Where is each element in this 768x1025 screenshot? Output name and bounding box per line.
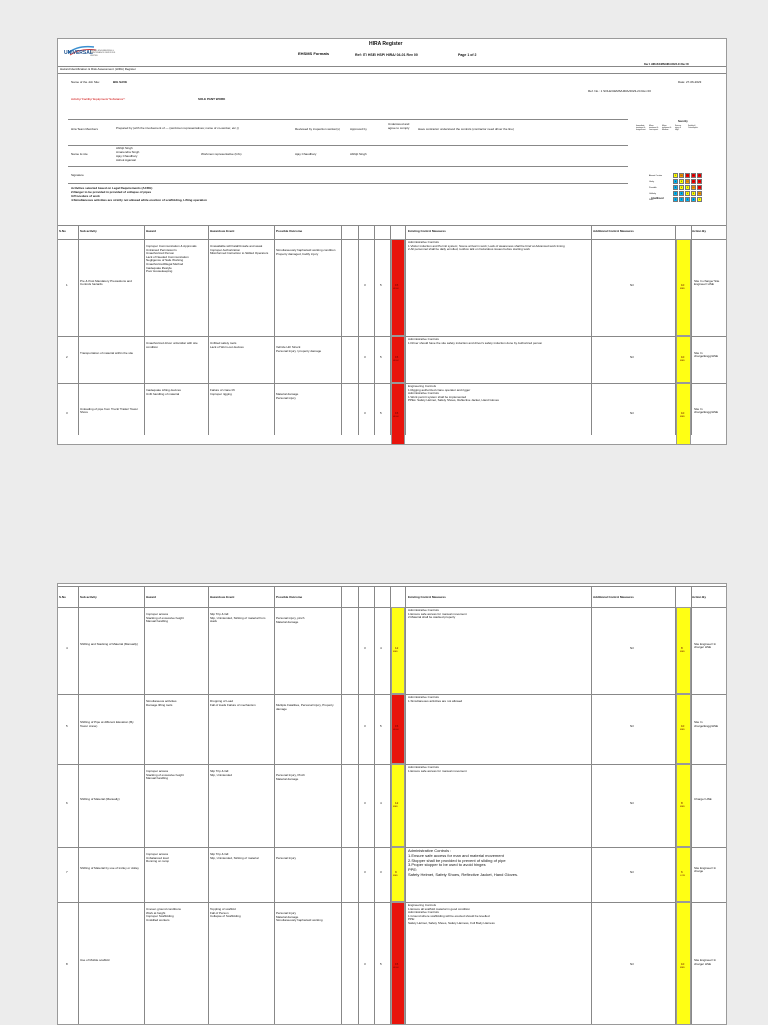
row-probability: 3 — [364, 354, 366, 359]
matrix-cell: 8 — [692, 193, 695, 195]
row-additional-controls: Nil — [630, 645, 634, 650]
row-risk-level: HIGH — [393, 729, 399, 731]
row-sno: 3 — [66, 410, 68, 415]
row-residual-level: MED — [680, 287, 685, 290]
row-existing-controls: Administrative Controls 1.Driver should have the site safety induction and driver's safety induction done by Authorized person — [408, 338, 543, 345]
row-risk-rating: 15 — [395, 962, 399, 966]
col-existing-controls-p2: Existing Control Measures — [408, 595, 446, 599]
matrix-cell: 4 — [692, 199, 695, 201]
row-hazardous-event: Toppling of scaffold Fall of Person Collapse of Scaffolding — [210, 907, 241, 919]
row-existing-controls: Administrative Controls : 1.Ensure safe access for man and material movement 2.Stopper shall be provided to prevent of sliding of pipe 3.Proper stopper to be used to avoid hinges PPE: Safety Helmet, Safety Shoes, Reflective Jacket, Hand Gloves. — [408, 849, 519, 877]
matrix-cell: 20 — [692, 175, 695, 177]
row-sno: 1 — [66, 282, 68, 287]
row-existing-controls: Administrative Controls 1.Ensure safe access for manual movement 2.Material shall be stacked properly — [408, 609, 467, 620]
row-residual-level: MED — [680, 359, 685, 362]
matrix-cell: 1 — [674, 199, 677, 201]
row-sub-activity: Transportation of material within the site — [80, 350, 134, 355]
row-possible-outcome: Multiple Fatalities, Personal Injury, Property damage — [276, 703, 334, 711]
col-sub-activity: Sub activity — [80, 229, 97, 233]
workmen-representative: Workmen representative (Info) — [201, 152, 242, 156]
col-sno: S.No — [59, 229, 66, 233]
job-site-label: Name of the Job Site: — [71, 80, 100, 84]
row-severity: 5 — [380, 724, 382, 728]
severity-col-1: Immediate treatment & Insignificant — [636, 125, 646, 132]
row-sno: 8 — [66, 962, 68, 966]
row-residual-level: MED — [680, 967, 685, 969]
row-additional-controls: Nil — [630, 410, 634, 415]
row-severity: 3 — [380, 869, 382, 874]
row-residual-risk: 8 — [681, 800, 683, 805]
row-possible-outcome: Personal Injury Material damage Simultaneously haphazard working — [276, 911, 323, 923]
row-sno: 4 — [66, 645, 68, 650]
likelihood-row-5: Almost Certain — [649, 175, 663, 177]
row-hazard: Unauthorized driver unfamiliar with site condition — [146, 341, 198, 349]
team-name-1: Abhijit Singh — [116, 146, 133, 150]
row-action-by: Site In charge/Engg/HSE — [694, 350, 719, 359]
reviewed-label: Reviewed by inspection worker(s) — [295, 127, 340, 131]
row-severity: 4 — [380, 645, 382, 650]
row-sub-activity: Use of Mobile scaffold — [80, 958, 110, 962]
brand-tagline: UNITED ENGINEERING & MAINTENANCE SERVICES LIMITED — [90, 50, 116, 57]
severity-col-5: Fatality & Catastrophic — [688, 125, 699, 130]
row-residual-level: MED — [680, 805, 685, 808]
matrix-cell: 4 — [680, 193, 683, 195]
row-probability: 3 — [364, 962, 366, 966]
row-existing-controls: Administrative Controls 1.Ensure safe access for manual movement — [408, 766, 467, 773]
row-residual-risk: 10 — [681, 354, 685, 359]
severity-col-2: Minor treatment & Low impact — [649, 125, 659, 132]
matrix-cell: 2 — [674, 193, 677, 195]
note-4: 4.Simultaneous activities are strictly not allowed while erection of scaffolding, Lifting operation — [71, 198, 207, 202]
row-residual-level: MED — [680, 650, 685, 653]
row-existing-controls: Engineering Controls 1.Rigging authorized crane operator and rigger Administrative Controls 1.Work permit system shall be implemented PPEs: Safety Helmet, Safety Shoes, Reflective Jacket, Hand Gloves — [408, 385, 499, 403]
row-possible-outcome: Simultaneously haphazard working condition Property damaged, bodily injury — [276, 248, 336, 256]
name-role-label: Name & role — [71, 152, 88, 156]
row-risk-level: MED — [393, 805, 398, 808]
row-additional-controls: Nil — [630, 962, 634, 966]
col-possible-outcome-p2: Possible Outcome — [276, 595, 303, 599]
row-residual-risk: 10 — [681, 282, 685, 287]
row-risk-level: HIGH — [393, 359, 399, 362]
row-probability: 3 — [364, 410, 366, 415]
row-risk-rating: 15 — [395, 410, 399, 415]
hira-page-2 — [57, 583, 727, 1025]
row-hazard: Improper Communication & Approvals Untrained Permission's Unauthorized Person Lack of Needed Communication Negligence of Safe Working Unauthorized/illegal Method Inadequate lifestyle Poor Housekeeping — [146, 244, 197, 274]
matrix-cell: 25 — [698, 175, 701, 177]
row-sub-activity: Shifting of Material (Manually) — [80, 796, 120, 801]
row-sub-activity: Shifting and Stacking of Material (Manually) — [80, 641, 138, 646]
row-sub-activity: Shifting of Pipe at different Elevation (By Tower crane) — [80, 720, 134, 728]
row-residual-risk: 6 — [681, 869, 683, 874]
page-number: Page 1 of 2 — [458, 53, 477, 57]
row-additional-controls: Nil — [630, 724, 634, 728]
contractor-label: Have contractor understood the controls (contractor need driver the line) — [418, 127, 514, 131]
row-additional-controls: Nil — [630, 869, 634, 874]
row-existing-controls: Administrative Controls 1.Visitor induction and Permit system; Scene arrival in work; Lack of awareness shall be brief at Advanced work timing 2.All personnel shall be daily enrolled, toolbox talk on hazardous issues before starting work — [408, 241, 565, 252]
matrix-cell: 6 — [680, 187, 683, 189]
matrix-cell: 16 — [692, 181, 695, 183]
row-severity: 4 — [380, 800, 382, 805]
severity-col-4: Serious injury & High — [675, 125, 682, 132]
col-action-by: Action By — [692, 229, 707, 233]
doc-type: EHSMS Formats — [298, 51, 330, 56]
col-sub-activity-p2: Sub activity — [80, 595, 97, 599]
matrix-cell: 5 — [698, 199, 701, 201]
row-risk-rating: 12 — [395, 800, 399, 805]
approved-label: Approved by — [350, 127, 367, 131]
row-probability: 3 — [364, 800, 366, 805]
row-hazardous-event: Unfitted safety tools Lack of Worn-out devices — [210, 341, 244, 349]
register-subtitle: Hazard Identification & Risk Assessment (HIRA) Register — [60, 67, 136, 71]
row-hazard: Inadequate Lifting devices Unfit handling of material — [146, 388, 181, 396]
matrix-cell: 12 — [692, 187, 695, 189]
row-probability: 3 — [364, 645, 366, 650]
row-possible-outcome: Vehicle Hit/ Struck Personal Injury / property damage — [276, 345, 322, 353]
col-sno-p2: S.No — [59, 595, 66, 599]
activity-value: SOLE PANT WORK — [198, 97, 226, 101]
row-severity: 5 — [380, 282, 382, 287]
row-sno: 7 — [66, 869, 68, 874]
row-risk-level: MED — [393, 650, 398, 653]
row-action-by: Site Engineer/ In charge — [694, 865, 717, 874]
col-possible-outcome: Possible Outcome — [276, 229, 303, 233]
row-severity: 5 — [380, 410, 382, 415]
col-hazardous-event-p2: Hazardous Event — [210, 595, 235, 599]
row-hazard: Uneven ground conditions Work at height Improper Scaffolding Unskilled workers — [146, 907, 181, 922]
row-risk-level: MED — [393, 874, 398, 877]
brand-name: UNIVERSAL — [64, 50, 93, 56]
col-action-by-p2: Action By — [692, 595, 707, 599]
severity-title: Severity — [678, 120, 688, 123]
matrix-cell: 10 — [680, 175, 683, 177]
col-additional-controls: Additional Control Measures — [593, 229, 634, 233]
activity-label: Activity/ Facility/ Equipment/ Substance*: — [71, 97, 126, 101]
severity-col-3: Major treatment & Medium — [662, 125, 672, 132]
note-1: Activities selected based on Legal Requirements (ACRG) — [71, 186, 153, 190]
matrix-cell: 4 — [674, 181, 677, 183]
row-possible-outcome: Personal injury, pinch Material damage — [276, 616, 305, 624]
row-hazard: Improper access Stacking of excessive height Manual handling — [146, 612, 184, 624]
row-risk-rating: 15 — [395, 282, 399, 287]
row-additional-controls: Nil — [630, 800, 634, 805]
signature-label: Signature — [71, 173, 84, 177]
row-sub-activity: Pre & Post Mandatory Precautions and Controls hazards — [80, 278, 132, 287]
note-2: 2.Danger to be provided in provided of collapse of pipes — [71, 190, 152, 194]
matrix-cell: 8 — [680, 181, 683, 183]
row-residual-level: MED — [680, 415, 685, 418]
row-additional-controls: Nil — [630, 354, 634, 359]
team-name-2: Amarendra Singh — [116, 150, 140, 154]
doc-title: HIRA Register — [369, 41, 403, 47]
row-hazardous-event: Slip Trip & fall Slip, Unintended, Striking of material from stack — [210, 612, 266, 624]
matrix-cell: 3 — [674, 187, 677, 189]
row-possible-outcome: Personal Injury, Pinch Material damage — [276, 773, 305, 781]
team-name-3: Ajay Chaudhary — [116, 154, 138, 158]
likelihood-row-3: Possible — [649, 187, 657, 189]
note-3: 3.Procedure of work — [71, 194, 100, 198]
row-hazardous-event: Slip Trip & fall Slip, Unintended — [210, 769, 233, 777]
likelihood-row-4: Likely — [649, 181, 655, 183]
row-risk-rating: 12 — [395, 645, 399, 650]
prepared-label: Prepared by (with the involvement of — (workmen representatives; name of co-worker, etc.)) — [116, 126, 239, 130]
row-probability: 3 — [364, 724, 366, 728]
row-action-by: Site In charge/Engg/HSE — [694, 406, 719, 415]
col-existing-controls: Existing Control Measures — [408, 229, 446, 233]
date-label: Date: 27-06-2023 — [678, 80, 702, 84]
matrix-cell: 12 — [686, 181, 689, 183]
matrix-cell: 15 — [698, 187, 701, 189]
row-additional-controls: Nil — [630, 282, 634, 287]
row-probability: 3 — [364, 282, 366, 287]
col-hazardous-event: Hazardous Event — [210, 229, 235, 233]
row-residual-level: MED — [680, 729, 685, 731]
row-residual-risk: 10 — [681, 410, 685, 415]
row-possible-outcome: Material damage Personal injury — [276, 392, 299, 400]
row-hazard: Simultaneous activities Damage lifting tools — [146, 699, 177, 707]
col-hazard: Hazard — [146, 229, 157, 233]
reference-no: Ref. No.: 1 SOLE/UEMS/HIRA/2023-24 Rev 00 — [588, 89, 651, 93]
row-sno: 2 — [66, 354, 68, 359]
row-existing-controls: Engineering Controls 1.Ensure all scaffold material in good condition Administrative Controls 1.Ground where scaffolding will be erected should be levelled PPE: Safety Helmet, Safety Shoes, Safety Harness, Full Body Harness — [408, 904, 495, 925]
row-residual-level: LOW — [680, 874, 685, 877]
col-hazard-p2: Hazard — [146, 595, 157, 599]
job-site-value: BIG SAVE — [113, 80, 128, 84]
matrix-cell: 6 — [686, 193, 689, 195]
row-residual-risk: 10 — [681, 724, 685, 728]
row-risk-rating: 15 — [395, 354, 399, 359]
row-risk-level: HIGH — [393, 415, 399, 418]
row-residual-risk: 10 — [681, 962, 685, 966]
row-risk-level: HIGH — [393, 287, 399, 290]
row-action-by: Charge/ HSE — [694, 796, 712, 801]
likelihood-row-1: Rare — [649, 199, 654, 201]
matrix-cell: 5 — [674, 175, 677, 177]
approver-name: Abhijit Singh — [350, 152, 367, 156]
hira-page-1 — [57, 38, 727, 445]
matrix-cell: 20 — [698, 181, 701, 183]
row-hazardous-event: Unavailable will Fatal/Unsafe and weak Improper Authorization Misinformed Instruction to Skilled Operators — [210, 244, 269, 256]
row-hazard: Improper access Unbalanced load Running on ramp — [146, 852, 170, 864]
row-existing-controls: Administrative Controls 1.Simultaneous activities are not allowed — [408, 696, 463, 703]
team-name-4: Ashok Agarwal — [116, 158, 136, 162]
reviewer-name: Ajay Chaudhary — [295, 152, 317, 156]
revision-line: Rev 1 HIRA/UEMS/HIRA/2023-24 Rev 00 — [644, 63, 689, 66]
row-action-by: Site Engineer/ In charge/ HSE — [694, 641, 717, 650]
matrix-cell: 2 — [680, 199, 683, 201]
row-sno: 5 — [66, 724, 68, 728]
row-sub-activity: Shifting of Material by use of trolley or dolley — [80, 865, 139, 870]
row-possible-outcome: Personal Injury — [276, 856, 297, 860]
matrix-cell: 10 — [698, 193, 701, 195]
row-severity: 5 — [380, 354, 382, 359]
likelihood-title: Likelihood — [651, 197, 664, 200]
matrix-cell: 9 — [686, 187, 689, 189]
row-residual-risk: 8 — [681, 645, 683, 650]
matrix-cell: 3 — [686, 199, 689, 201]
risk-matrix — [633, 119, 725, 221]
row-risk-level: HIGH — [393, 967, 399, 969]
row-hazardous-event: Failure of crane lift Improper rigging — [210, 388, 235, 396]
likelihood-row-2: Unlikely — [649, 193, 657, 195]
row-risk-rating: 9 — [395, 869, 397, 874]
row-action-by: Site In charge/ Site Engineer/ HSE — [694, 278, 720, 287]
row-sno: 6 — [66, 800, 68, 805]
row-risk-rating: 15 — [395, 724, 399, 728]
row-severity: 5 — [380, 962, 382, 966]
team-label: Hira Team Members — [71, 127, 98, 131]
row-hazardous-event: Dropping of Load Fall of loads Failure of mechanism — [210, 699, 256, 707]
row-sub-activity: Unloading of pipe from Truck/ Trailer/ Tower Shore — [80, 406, 138, 415]
row-hazardous-event: Slip Trip & fall Slip, Unintended, Striking of material — [210, 852, 259, 860]
row-action-by: Site In charge/Engg/HSE — [694, 720, 719, 728]
row-probability: 3 — [364, 869, 366, 874]
doc-ref: Ref: IT/ HSE/ HSP/ HIRA/ 04-01 Rev 00 — [355, 53, 418, 57]
understood-label: Understood and agree to comply — [388, 122, 410, 130]
col-additional-controls-p2: Additional Control Measures — [593, 595, 634, 599]
row-hazard: Improper access Stacking of excessive height Manual handling — [146, 769, 184, 781]
row-action-by: Site Engineer/ In charge/ HSE — [694, 958, 717, 966]
matrix-cell: 15 — [686, 175, 689, 177]
